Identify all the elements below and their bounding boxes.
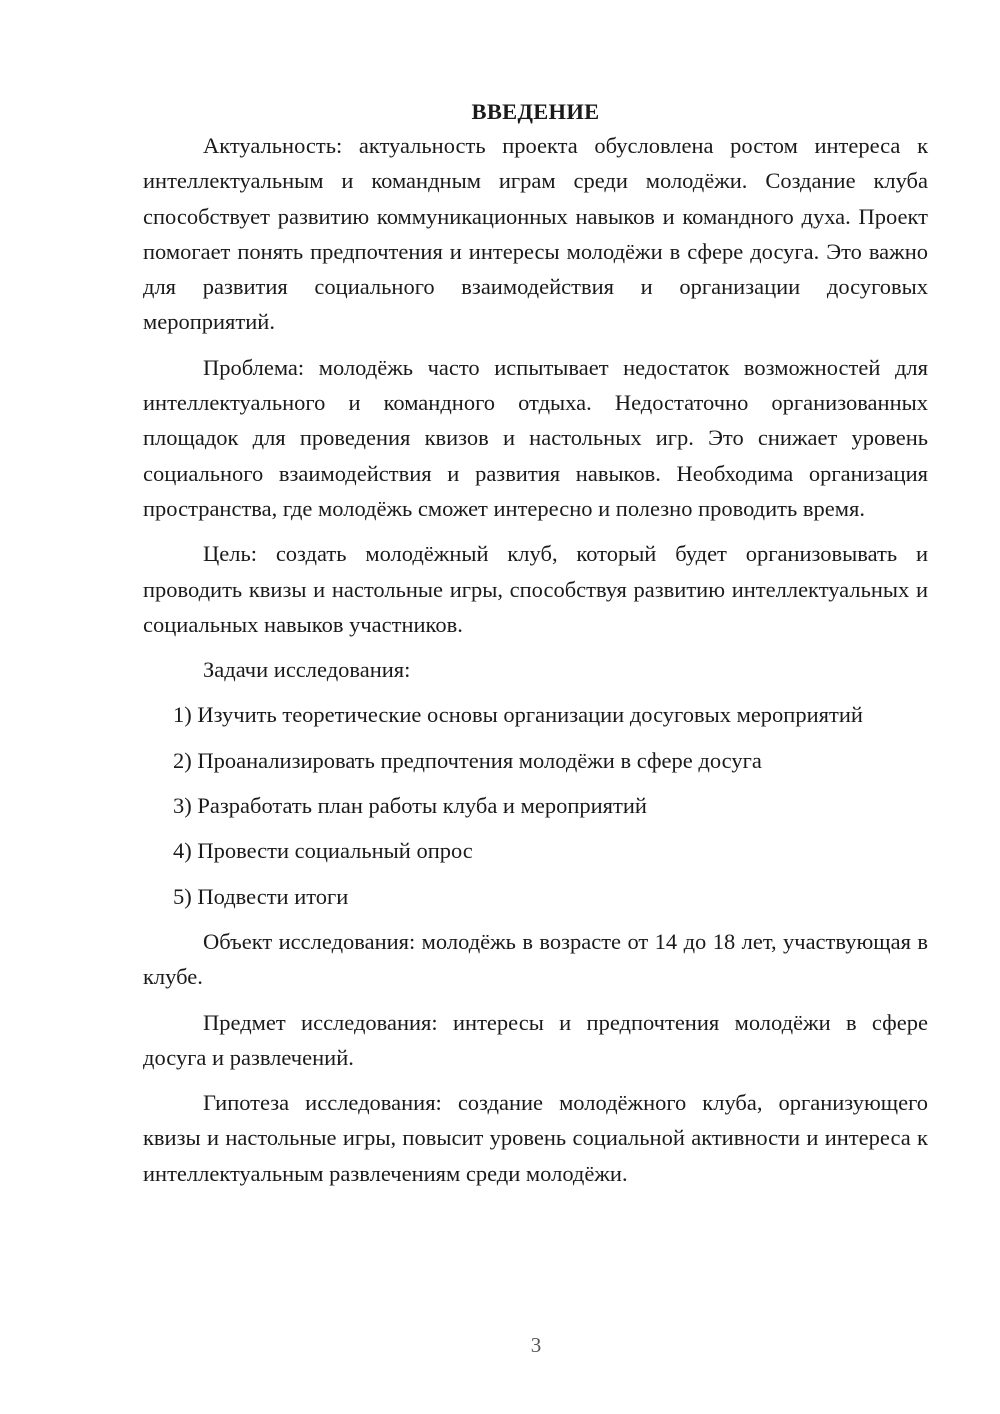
relevance-paragraph: Актуальность: актуальность проекта обусловлена ростом интереса к интеллектуальным и командным играм среди молодёжи. Создание клуба способствует развитию коммуникационных навыков и командного духа. Проект помогает понять предпочтения и интересы молодёжи в сфере досуга. Это важно для развития социального взаимодействия и организации досуговых мероприятий. [143,133,928,335]
task-item-5: 5) Подвести итоги [173,883,349,909]
problem-paragraph: Проблема: молодёжь часто испытывает недостаток возможностей для интеллектуального и командного отдыха. Недостаточно организованных площадок для проведения квизов и настольных игр. Это снижает уровень социального взаимодействия и развития навыков. Необходима организация пространства, где молодёжь сможет интересно и полезно проводить время. [143,354,928,521]
page-title: ВВЕДЕНИЕ [471,99,600,124]
task-item-1: 1) Изучить теоретические основы организации досуговых мероприятий [173,702,863,728]
hypothesis-paragraph: Гипотеза исследования: создание молодёжного клуба, организующего квизы и настольные игры, повысит уровень социальной активности и интереса к интеллектуальным развлечениям среди молодёжи. [143,1090,928,1186]
page-content [143,96,928,1191]
tasks-heading: Задачи исследования: [203,657,411,683]
object-paragraph: Объект исследования: молодёжь в возрасте от 14 до 18 лет, участвующая в клубе. [143,928,928,990]
task-item-2: 2) Проанализировать предпочтения молодёжи в сфере досуга [173,747,762,773]
task-item-4: 4) Провести социальный опрос [173,838,473,864]
task-item-3: 3) Разработать план работы клуба и мероприятий [173,793,647,819]
page-number: 3 [530,1333,542,1357]
subject-paragraph: Предмет исследования: интересы и предпочтения молодёжи в сфере досуга и развлечений. [143,1009,928,1070]
goal-paragraph: Цель: создать молодёжный клуб, который будет организовывать и проводить квизы и настольные игры, способствуя развитию интеллектуальных и социальных навыков участников. [143,541,928,637]
